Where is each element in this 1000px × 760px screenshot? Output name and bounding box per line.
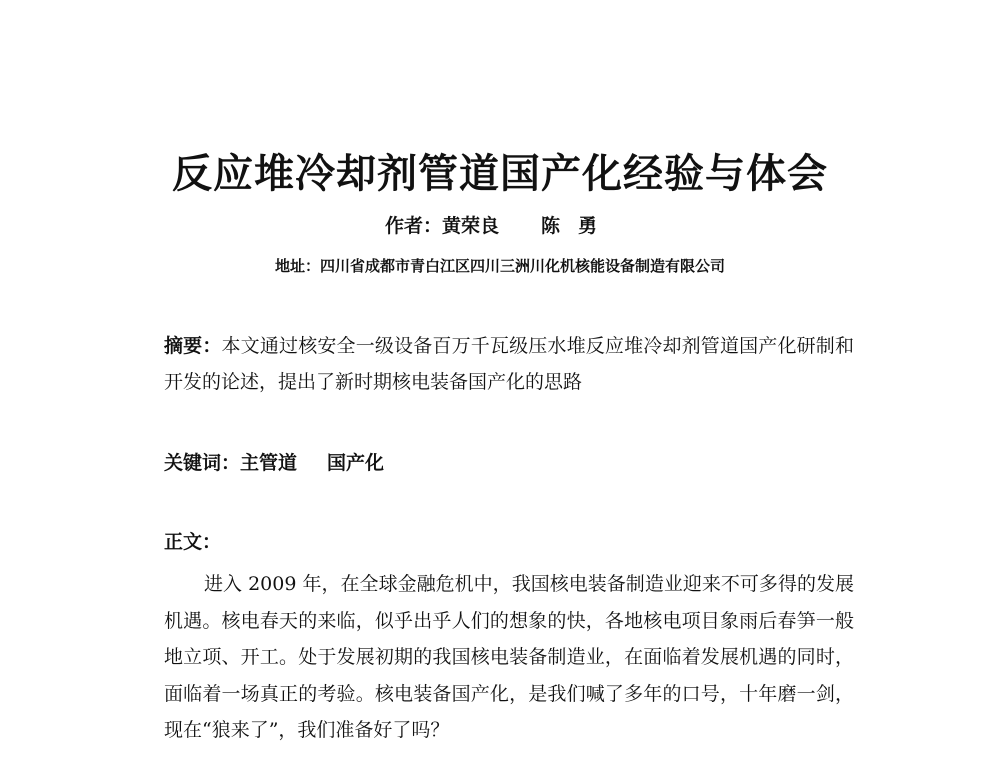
paper-title: 反应堆冷却剂管道国产化经验与体会 — [172, 150, 828, 197]
keyword: 国产化 — [327, 452, 385, 474]
body-heading: 正文： — [164, 531, 222, 553]
author-name: 黄荣良 — [441, 215, 499, 237]
keyword: 主管道 — [240, 452, 298, 474]
authors-line — [0, 212, 1000, 240]
abstract-text: 本文通过核安全一级设备百万千瓦级压水堆反应堆冷却剂管道国产化研制和开发的论述，提出了新时期核电装备国产化的思路 — [164, 335, 854, 393]
keywords-label: 关键词： — [164, 452, 241, 474]
author-address: 地址：四川省成都市青白江区四川三洲川化机核能设备制造有限公司 — [274, 257, 725, 275]
authors-label: 作者： — [384, 215, 442, 237]
keywords-line — [164, 448, 384, 478]
author-name: 陈勇 — [541, 215, 616, 237]
abstract-label: 摘要： — [164, 335, 222, 357]
abstract — [164, 328, 854, 400]
body-paragraph: 进入 2009 年，在全球金融危机中，我国核电装备制造业迎来不可多得的发展机遇。核电春天的来临，似乎出乎人们的想象的快，各地核电项目象雨后春笋一般地立项、开工。处于发展初期的我国核电装备制造业，在面临着发展机遇的同时，面临着一场真正的考验。核电装备国产化，是我们喊了多年的口号，十年磨一剑，现在“狼来了”，我们准备好了吗？ — [164, 573, 854, 741]
